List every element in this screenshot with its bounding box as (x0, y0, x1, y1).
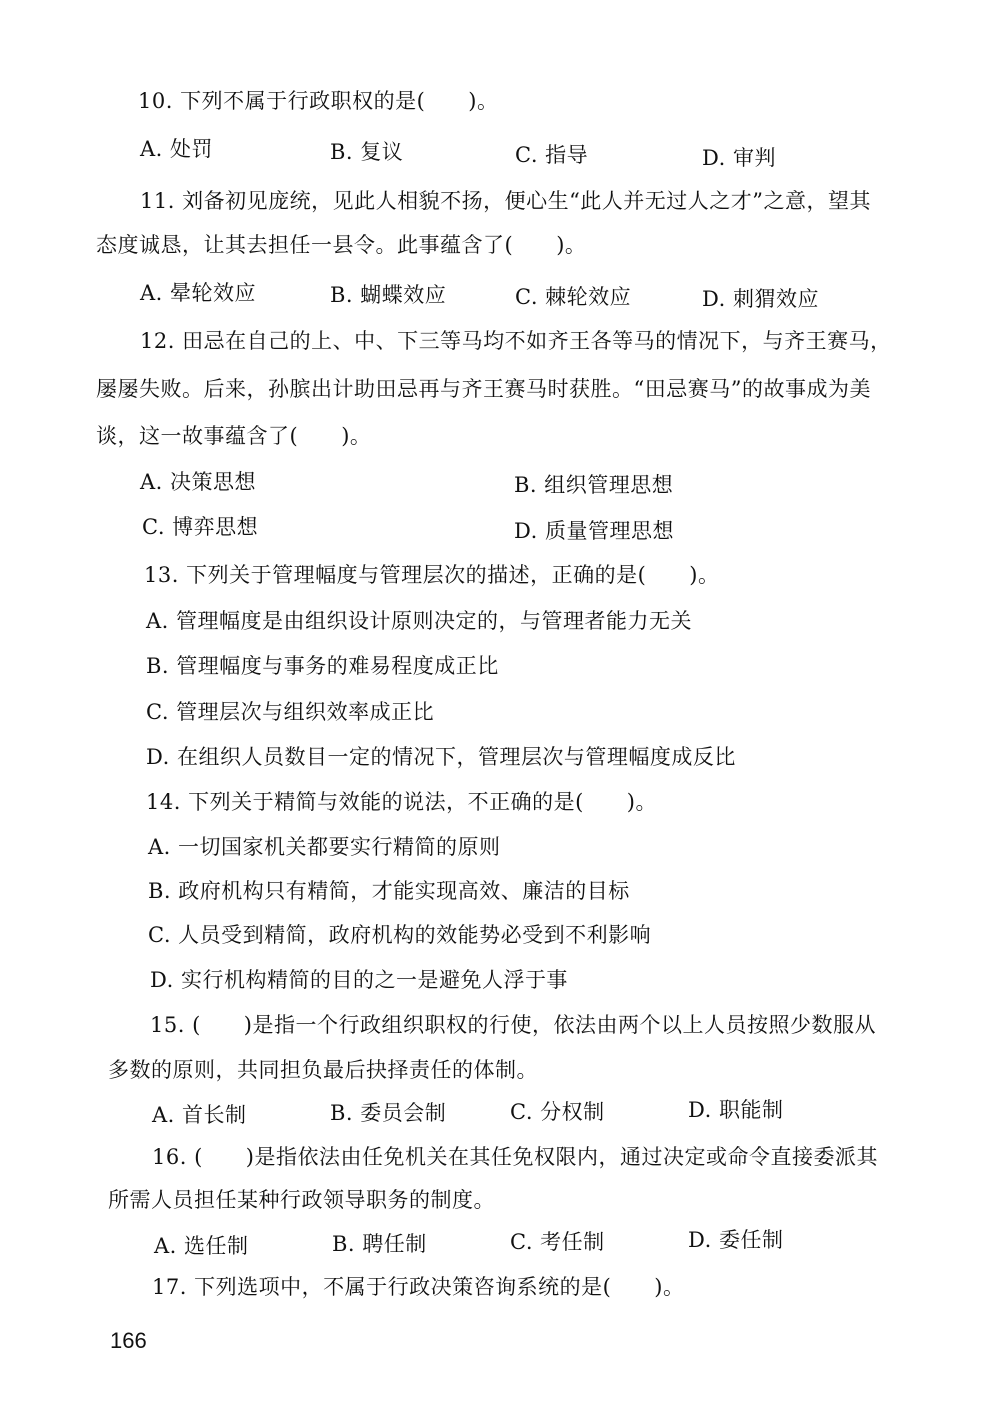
q15-option-a: A. 首长制 (152, 1103, 247, 1127)
q17-stem: 17. 下列选项中，不属于行政决策咨询系统的是( )。 (152, 1275, 685, 1299)
q12-option-d: D. 质量管理思想 (514, 519, 674, 543)
q12-stem-line-1: 12. 田忌在自己的上、中、下三等马均不如齐王各等马的情况下，与齐王赛马， (140, 329, 892, 353)
q14-option-d: D. 实行机构精简的目的之一是避免人浮于事 (150, 968, 568, 992)
q11-option-b: B. 蝴蝶效应 (330, 283, 447, 307)
q14-option-a: A. 一切国家机关都要实行精简的原则 (148, 835, 501, 859)
q11-option-c: C. 棘轮效应 (515, 285, 632, 309)
q11-option-a: A. 晕轮效应 (140, 281, 257, 305)
q12-stem-line-2: 屡屡失败。后来，孙膑出计助田忌再与齐王赛马时获胜。“田忌赛马”的故事成为美 (96, 377, 871, 401)
q16-stem-line-1: 16. ( )是指依法由任免机关在其任免权限内，通过决定或命令直接委派其 (152, 1145, 878, 1169)
q12-option-b: B. 组织管理思想 (514, 473, 674, 497)
q15-stem-line-2: 多数的原则，共同担负最后抉择责任的体制。 (108, 1058, 538, 1082)
q14-option-c: C. 人员受到精简，政府机构的效能势必受到不利影响 (148, 923, 652, 947)
q10-option-c: C. 指导 (515, 143, 589, 167)
q16-option-d: D. 委任制 (688, 1228, 784, 1252)
q11-stem-line-2: 态度诚恳，让其去担任一县令。此事蕴含了( )。 (96, 233, 587, 257)
q11-stem-line-1: 11. 刘备初见庞统，见此人相貌不扬，便心生“此人并无过人之才”之意，望其 (140, 189, 872, 213)
q11-option-d: D. 刺猬效应 (702, 287, 819, 311)
q16-stem-line-2: 所需人员担任某种行政领导职务的制度。 (108, 1188, 495, 1212)
q13-option-a: A. 管理幅度是由组织设计原则决定的，与管理者能力无关 (146, 609, 693, 633)
q15-stem-line-1: 15. ( )是指一个行政组织职权的行使，依法由两个以上人员按照少数服从 (150, 1013, 876, 1037)
q10-option-b: B. 复议 (330, 140, 404, 164)
q16-option-c: C. 考任制 (510, 1230, 605, 1254)
q12-stem-line-3: 谈，这一故事蕴含了( )。 (96, 424, 372, 448)
q12-option-c: C. 博弈思想 (142, 515, 259, 539)
q10-option-a: A. 处罚 (140, 137, 214, 161)
q15-option-c: C. 分权制 (510, 1100, 605, 1124)
q14-stem: 14. 下列关于精简与效能的说法，不正确的是( )。 (146, 790, 657, 814)
q13-option-b: B. 管理幅度与事务的难易程度成正比 (146, 654, 499, 678)
q13-option-c: C. 管理层次与组织效率成正比 (146, 700, 435, 724)
q12-option-a: A. 决策思想 (140, 470, 257, 494)
q16-option-a: A. 选任制 (154, 1234, 249, 1258)
q13-option-d: D. 在组织人员数目一定的情况下，管理层次与管理幅度成反比 (146, 745, 736, 769)
q13-stem: 13. 下列关于管理幅度与管理层次的描述，正确的是( )。 (144, 563, 720, 587)
q15-option-d: D. 职能制 (688, 1098, 784, 1122)
page-number: 166 (110, 1328, 147, 1353)
q14-option-b: B. 政府机构只有精简，才能实现高效、廉洁的目标 (148, 879, 630, 903)
q10-stem: 10. 下列不属于行政职权的是( )。 (138, 89, 499, 113)
q10-option-d: D. 审判 (702, 146, 776, 170)
q15-option-b: B. 委员会制 (330, 1101, 447, 1125)
q16-option-b: B. 聘任制 (332, 1232, 427, 1256)
